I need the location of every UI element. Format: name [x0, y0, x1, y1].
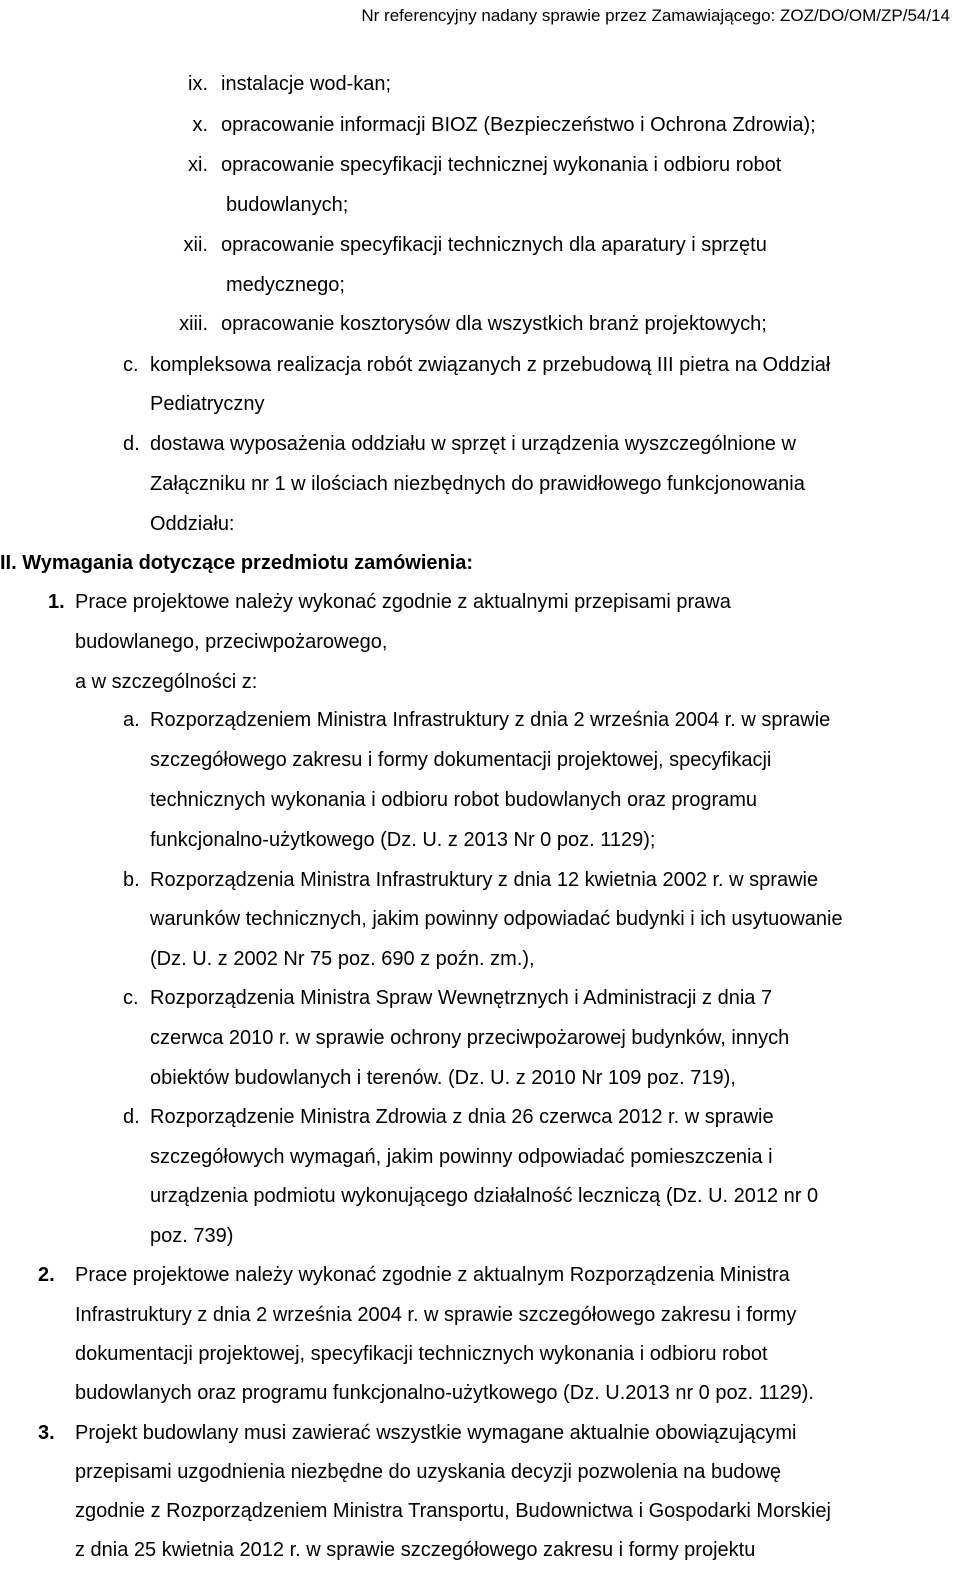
item-text: technicznych wykonania i odbioru robot budowlanych oraz programu — [150, 789, 758, 811]
item-text: opracowanie specyfikacji technicznych dla aparatury i sprzętu — [221, 234, 767, 256]
item-letter: d. — [123, 1106, 140, 1128]
item-text: czerwca 2010 r. w sprawie ochrony przeciwpożarowej budynków, innych — [150, 1027, 790, 1049]
item-text: Oddziału: — [150, 513, 235, 535]
item-text: poz. 739) — [150, 1225, 234, 1247]
document-reference-header: Nr referencyjny nadany sprawie przez Zamawiającego: ZOZ/DO/OM/ZP/54/14 — [361, 6, 950, 25]
item-text: Rozporządzenia Ministra Infrastruktury z dnia 12 kwietnia 2002 r. w sprawie — [150, 869, 819, 891]
item-text: Rozporządzenie Ministra Zdrowia z dnia 26 czerwca 2012 r. w sprawie — [150, 1106, 774, 1128]
item-number: 3. — [38, 1422, 55, 1444]
item-text: opracowanie informacji BIOZ (Bezpieczeństwo i Ochrona Zdrowia); — [221, 114, 816, 136]
item-text: instalacje wod-kan; — [221, 73, 392, 95]
item-text: Rozporządzenia Ministra Spraw Wewnętrznych i Administracji z dnia 7 — [150, 987, 773, 1009]
item-text: budowlanych; — [226, 194, 349, 216]
item-number: x. — [192, 114, 208, 136]
item-number: xi. — [188, 154, 208, 176]
item-text: medycznego; — [226, 274, 345, 296]
item-number: ix. — [188, 73, 208, 95]
item-text: kompleksowa realizacja robót związanych z przebudową III pietra na Oddział — [150, 354, 831, 376]
item-number: 2. — [38, 1264, 55, 1286]
item-text: budowlanych oraz programu funkcjonalno-użytkowego (Dz. U.2013 nr 0 poz. 1129). — [75, 1382, 814, 1404]
item-letter: a. — [123, 709, 140, 731]
item-text: Prace projektowe należy wykonać zgodnie z aktualnym Rozporządzenia Ministra — [75, 1264, 790, 1286]
item-text: opracowanie kosztorysów dla wszystkich branż projektowych; — [221, 313, 767, 335]
item-text: szczegółowego zakresu i formy dokumentacji projektowej, specyfikacji — [150, 749, 772, 771]
item-text: funkcjonalno-użytkowego (Dz. U. z 2013 Nr 0 poz. 1129); — [150, 829, 656, 851]
item-text: Projekt budowlany musi zawierać wszystkie wymagane aktualnie obowiązującymi — [75, 1422, 797, 1444]
item-text: Rozporządzeniem Ministra Infrastruktury z dnia 2 września 2004 r. w sprawie — [150, 709, 831, 731]
item-text: Prace projektowe należy wykonać zgodnie z aktualnymi przepisami prawa — [75, 591, 731, 613]
item-text: obiektów budowlanych i terenów. (Dz. U. z 2010 Nr 109 poz. 719), — [150, 1067, 736, 1089]
item-text: przepisami uzgodnienia niezbędne do uzyskania decyzji pozwolenia na budowę — [75, 1461, 782, 1483]
item-text: opracowanie specyfikacji technicznej wykonania i odbioru robot — [221, 154, 782, 176]
item-text: dokumentacji projektowej, specyfikacji technicznych wykonania i odbioru robot — [75, 1343, 768, 1365]
item-number: 1. — [48, 591, 65, 613]
item-text: budowlanego, przeciwpożarowego, — [75, 631, 388, 653]
section-heading-text: II. Wymagania dotyczące przedmiotu zamówienia: — [0, 552, 474, 574]
item-text: z dnia 25 kwietnia 2012 r. w sprawie szczegółowego zakresu i formy projektu — [75, 1539, 756, 1561]
item-text: (Dz. U. z 2002 Nr 75 poz. 690 z poźn. zm.), — [150, 948, 535, 970]
item-number: xiii. — [179, 313, 208, 335]
item-text: warunków technicznych, jakim powinny odpowiadać budynki i ich usytuowanie — [150, 908, 843, 930]
item-text: dostawa wyposażenia oddziału w sprzęt i urządzenia wyszczególnione w — [150, 433, 796, 455]
item-letter: c. — [123, 354, 139, 376]
item-number: xii. — [183, 234, 208, 256]
item-letter: c. — [123, 987, 139, 1009]
item-text: Pediatryczny — [150, 393, 265, 415]
item-text: Załączniku nr 1 w ilościach niezbędnych do prawidłowego funkcjonowania — [150, 473, 805, 495]
item-text: Infrastruktury z dnia 2 września 2004 r. w sprawie szczegółowego zakresu i formy — [75, 1304, 797, 1326]
item-text: zgodnie z Rozporządzeniem Ministra Transportu, Budownictwa i Gospodarki Morskiej — [75, 1500, 831, 1522]
item-letter: b. — [123, 869, 140, 891]
item-letter: d. — [123, 433, 140, 455]
item-text: a w szczególności z: — [75, 671, 258, 693]
item-text: urządzenia podmiotu wykonującego działalność leczniczą (Dz. U. 2012 nr 0 — [150, 1185, 819, 1207]
item-text: szczegółowych wymagań, jakim powinny odpowiadać pomieszczenia i — [150, 1146, 773, 1168]
